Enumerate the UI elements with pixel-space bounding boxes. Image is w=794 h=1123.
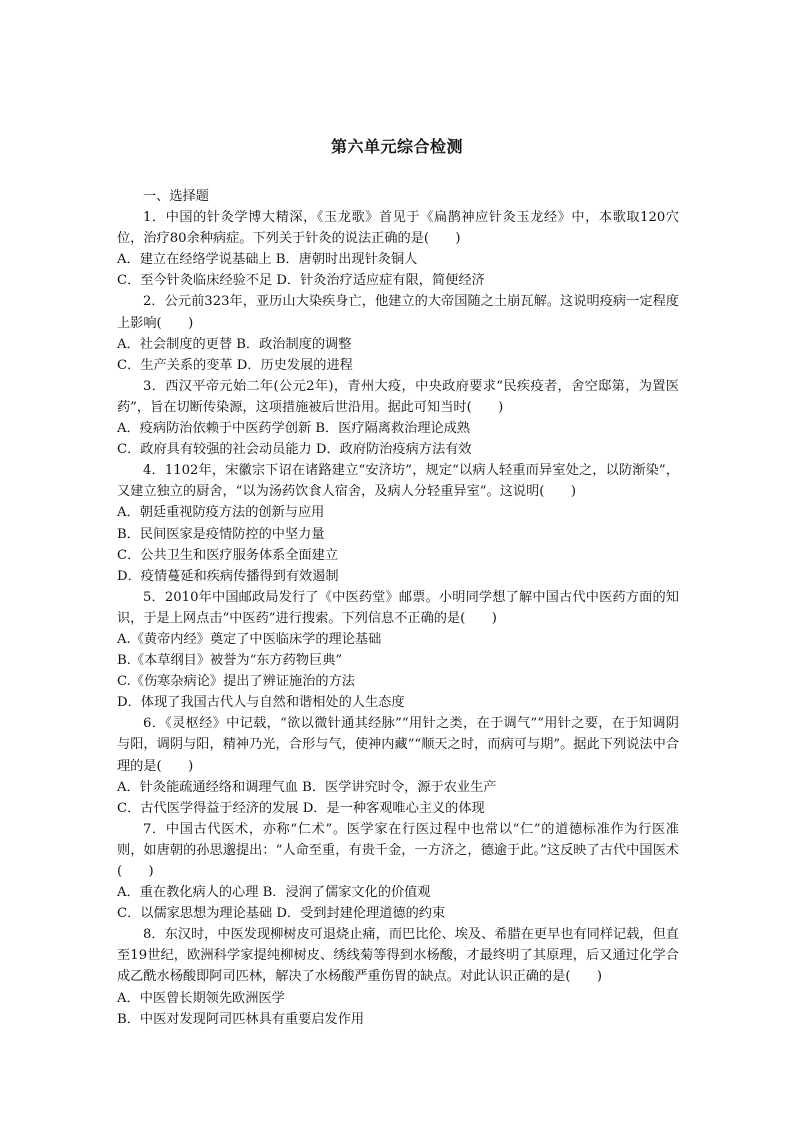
question-5-option-a: A.《黄帝内经》奠定了中医临床学的理论基础 [117,631,382,647]
question-4-option-c: C．公共卫生和医疗服务体系全面建立 [117,547,339,563]
question-4-option-b: B．民间医家是疫情防控的中坚力量 [117,526,325,542]
question-2-options-row-1: A．社会制度的更替 B．政治制度的调整 [117,336,352,352]
question-8-option-a: A．中医曾长期领先欧洲医学 [117,990,285,1006]
question-6-options-row-2: C．古代医学得益于经济的发展 D．是一种客观唯心主义的体现 [117,800,485,816]
question-7-options-row-2: C．以儒家思想为理论基础 D．受到封建伦理道德的约束 [117,906,446,922]
question-3-options-row-2: C．政府具有较强的社会动员能力 D．政府防治疫病方法有效 [117,442,472,458]
question-stem-7: 7．中国古代医术，亦称“仁术”。医学家在行医过程中也常以“仁”的道德标准作为行医准则，如唐朝的孙思邈提出：“人命至重，有贵千金，一方济之，德逾于此。”这反映了古代中国医术( ) [117,821,679,879]
question-stem-5: 5．2010年中国邮政局发行了《中医药堂》邮票。小明同学想了解中国古代中医药方面的知识，于是上网点击“中医药”进行搜索。下列信息不正确的是( ) [117,589,679,626]
question-1-options-row-2: C．至今针灸临床经验不足 D．针灸治疗适应症有限，简便经济 [117,273,485,289]
question-7-options-row-1: A．重在教化病人的心理 B．浸润了儒家文化的价值观 [117,885,431,901]
section-heading: 一、选择题 [143,189,209,204]
question-8-option-b: B．中医对发现阿司匹林具有重要启发作用 [117,1011,365,1027]
question-stem-2: 2．公元前323年，亚历山大染疾身亡，他建立的大帝国随之土崩瓦解。这说明疫病一定程度上影响( ) [117,294,679,331]
question-5-option-d: D．体现了我国古代人与自然和谐相处的人生态度 [117,695,405,711]
question-stem-3: 3．西汉平帝元始二年(公元2年)，青州大疫，中央政府要求“民疾疫者，舍空邸第，为置医药”，旨在切断传染源，这项措施被后世沿用。据此可知当时( ) [117,378,679,415]
question-3-options-row-1: A．疫病防治依赖于中医药学创新 B．医疗隔离救治理论成熟 [117,421,471,437]
question-4-option-d: D．疫情蔓延和疾病传播得到有效遏制 [117,568,339,584]
question-6-options-row-1: A．针灸能疏通经络和调理气血 B．医学讲究时令，源于农业生产 [117,779,497,795]
question-5-option-c: C.《伤寒杂病论》提出了辨证施治的方法 [117,674,355,690]
question-stem-8: 8．东汉时，中医发现柳树皮可退烧止痛，而巴比伦、埃及、希腊在更早也有同样记载，但直至19世纪，欧洲科学家提纯柳树皮、绣线菊等得到水杨酸，才最终明了其原理，后又通过化学合成乙酰水杨酸即阿司匹林，解决了水杨酸严重伤胃的缺点。对此认识正确的是( ) [117,927,679,985]
question-4-option-a: A．朝廷重视防疫方法的创新与应用 [117,505,325,521]
question-2-options-row-2: C．生产关系的变革 D．历史发展的进程 [117,357,353,373]
question-stem-4: 4．1102年，宋徽宗下诏在诸路建立“安济坊”，规定“以病人轻重而异室处之，以防渐染”，又建立独立的厨舍，“以为汤药饮食人宿舍，及病人分轻重异室”。这说明( ) [117,463,679,500]
question-stem-6: 6．《灵枢经》中记载，“欲以微针通其经脉”“用针之类，在于调气”“用针之要，在于知调阴与阳，调阴与阳，精神乃光，合形与气，使神内藏”“顺天之时，而病可与期”。据此下列说法中合理的是( ) [117,716,679,774]
question-stem-1: 1．中国的针灸学博大精深，《玉龙歌》首见于《扁鹊神应针灸玉龙经》中，本歌取120穴位，治疗80余种病症。下列关于针灸的说法正确的是( ) [117,210,679,247]
question-5-option-b: B.《本草纲目》被誉为“东方药物巨典” [117,653,343,669]
question-1-options-row-1: A．建立在经络学说基础上 B．唐朝时出现针灸铜人 [117,252,418,268]
question-list [117,186,679,1030]
page-title: 第六单元综合检测 [330,137,463,156]
